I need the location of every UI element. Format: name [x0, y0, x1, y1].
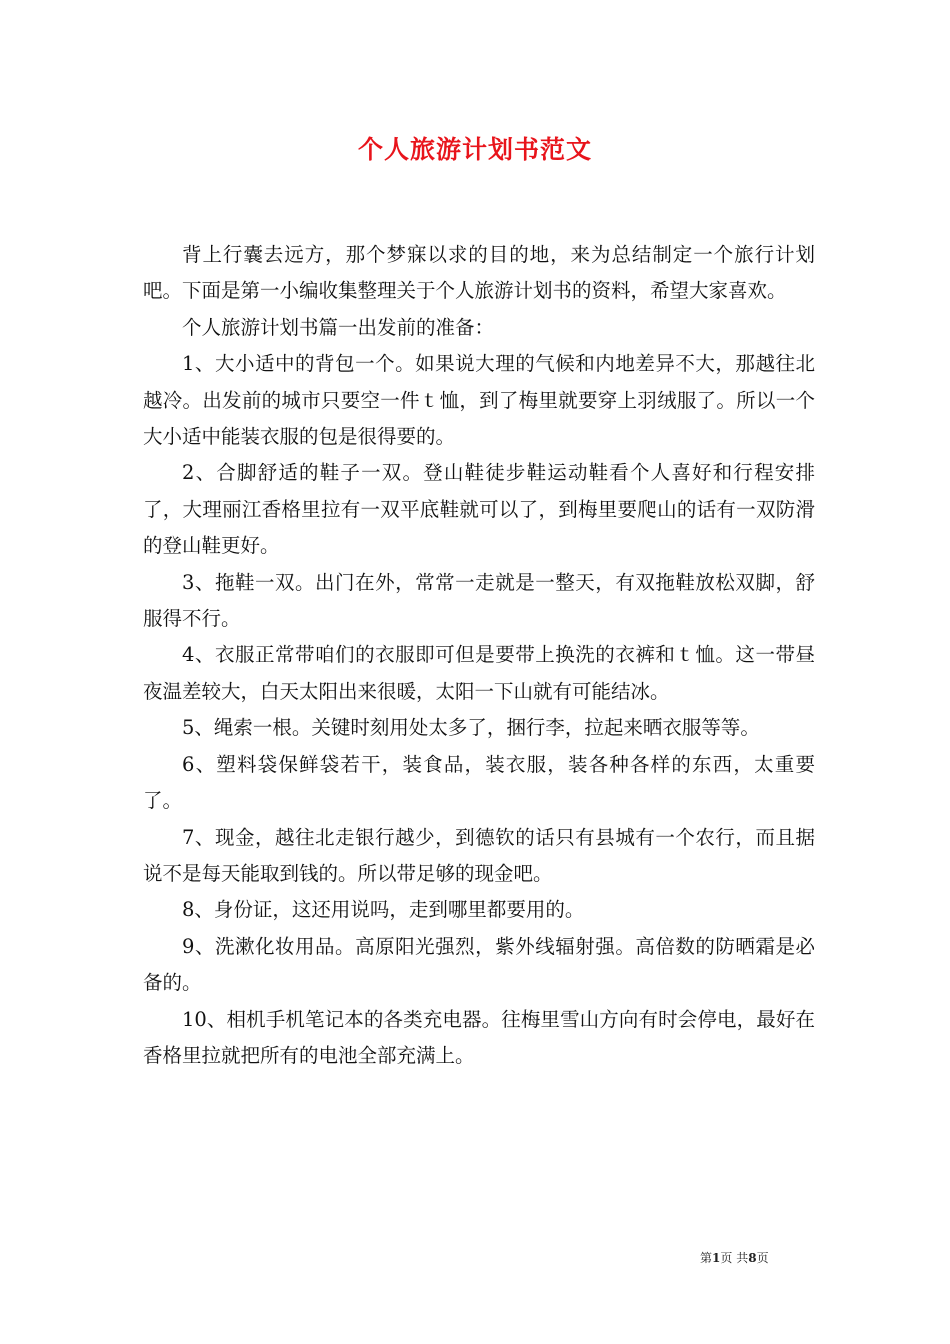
document-body — [143, 237, 815, 1074]
list-item: 6、塑料袋保鲜袋若干，装食品，装衣服，装各种各样的东西，太重要了。 — [143, 752, 815, 813]
list-item: 1、大小适中的背包一个。如果说大理的气候和内地差异不大，那越往北越冷。出发前的城市只要空一件ｔ恤，到了梅里就要穿上羽绒服了。所以一个大小适中能装衣服的包是很得要的。 — [143, 352, 815, 449]
footer-total-pages: 8 — [748, 1251, 757, 1265]
list-item: 9、洗漱化妆用品。高原阳光强烈，紫外线辐射强。高倍数的防晒霜是必备的。 — [143, 934, 815, 995]
footer-suffix: 页 — [756, 1251, 769, 1265]
intro-paragraph: 背上行囊去远方，那个梦寐以求的目的地，来为总结制定一个旅行计划吧。下面是第一小编收集整理关于个人旅游计划书的资料，希望大家喜欢。 — [143, 243, 815, 303]
list-item: 5、绳索一根。关键时刻用处太多了，捆行李，拉起来晒衣服等等。 — [182, 716, 760, 740]
page-number-footer — [700, 1249, 820, 1266]
section-heading: 个人旅游计划书篇一出发前的准备： — [182, 315, 495, 339]
list-item: 3、拖鞋一双。出门在外，常常一走就是一整天，有双拖鞋放松双脚，舒服得不行。 — [143, 570, 815, 631]
list-item: 2、合脚舒适的鞋子一双。登山鞋徒步鞋运动鞋看个人喜好和行程安排了，大理丽江香格里拉有一双平底鞋就可以了，到梅里要爬山的话有一双防滑的登山鞋更好。 — [143, 461, 815, 558]
footer-middle: 页 共 — [720, 1251, 749, 1265]
footer-prefix: 第 — [700, 1251, 713, 1265]
list-item: 7、现金，越往北走银行越少，到德钦的话只有县城有一个农行，而且据说不是每天能取到钱的。所以带足够的现金吧。 — [143, 825, 815, 885]
list-item: 4、衣服正常带咱们的衣服即可但是要带上换洗的衣裤和ｔ恤。这一带昼夜温差较大，白天太阳出来很暖，太阳一下山就有可能结冰。 — [143, 643, 815, 703]
list-item: 10、相机手机笔记本的各类充电器。往梅里雪山方向有时会停电，最好在香格里拉就把所有的电池全部充满上。 — [143, 1007, 815, 1067]
footer-current-page: 1 — [712, 1251, 721, 1265]
document-title: 个人旅游计划书范文 — [357, 135, 592, 164]
list-item: 8、身份证，这还用说吗，走到哪里都要用的。 — [182, 898, 585, 922]
